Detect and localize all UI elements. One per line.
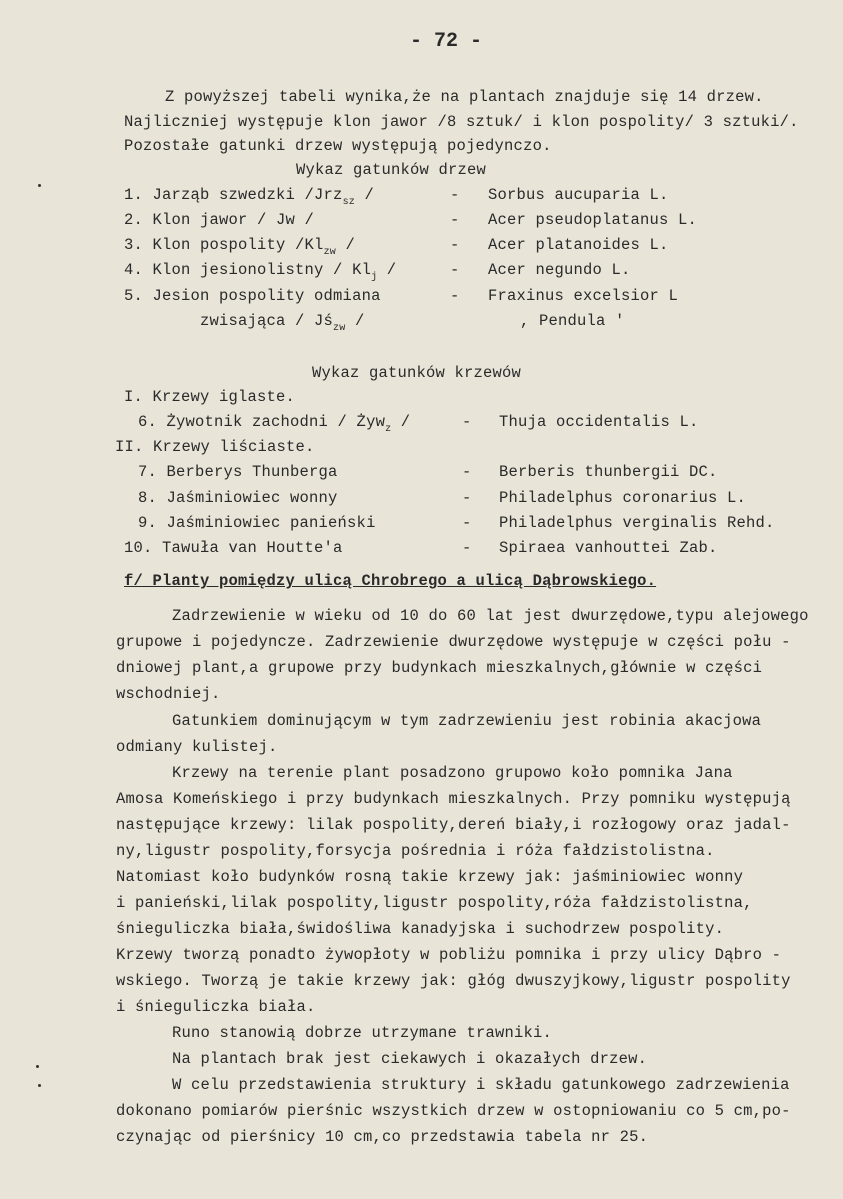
shrub-item-9: 9. Jaśminiowiec panieński [138, 514, 376, 532]
body-line: wskiego. Tworzą je takie krzewy jak: głóg dwuszyjkowy,ligustr pospolity [116, 972, 791, 990]
body-line: wschodniej. [116, 685, 221, 703]
body-line: i panieński,lilak pospolity,ligustr pospolity,róża fałdzistolistna, [116, 894, 753, 912]
body-line: Zadrzewienie w wieku od 10 do 60 lat jest dwurzędowe,typu alejowego [172, 607, 809, 625]
tree-5-latin-line2: , Pendula ' [520, 312, 625, 330]
tree-item-5-line2: zwisająca / $Jś_{zw}$ / [200, 312, 365, 334]
tree-4-dash: - [450, 261, 460, 279]
tree-item-5: 5. Jesion pospolity odmiana [124, 287, 381, 305]
section-heading: f/ Planty pomiędzy ulicą Chrobrego a ulicą Dąbrowskiego. [124, 572, 657, 590]
tree-5-dash: - [450, 287, 460, 305]
shrub-9-latin: Philadelphus verginalis Rehd. [499, 514, 775, 532]
intro-line-2: Najliczniej występuje klon jawor /8 sztuk/ i klon pospolity/ 3 sztuki/. [124, 113, 799, 131]
shrub-item-8: 8. Jaśminiowiec wonny [138, 489, 338, 507]
body-line: Runo stanowią dobrze utrzymane trawniki. [172, 1024, 553, 1042]
shrub-group-coniferous: I. Krzewy iglaste. [124, 388, 296, 406]
tree-1-latin: Sorbus aucuparia L. [488, 186, 669, 204]
body-line: grupowe i pojedyncze. Zadrzewienie dwurzędowe występuje w części połu - [116, 633, 791, 651]
page-number: - 72 - [410, 30, 483, 53]
shrub-group-deciduous: II. Krzewy liściaste. [115, 438, 315, 456]
body-line: ny,ligustr pospolity,forsycja pośrednia i róża fałdzistolistna. [116, 842, 715, 860]
body-line: odmiany kulistej. [116, 738, 278, 756]
body-line: dokonano pomiarów pierśnic wszystkich drzew w ostopniowaniu co 5 cm,po- [116, 1102, 791, 1120]
shrub-6-dash: - [462, 413, 472, 431]
shrub-8-dash: - [462, 489, 472, 507]
shrub-10-dash: - [462, 539, 472, 557]
shrub-7-latin: Berberis thunbergii DC. [499, 463, 718, 481]
tree-item-4: 4. Klon jesionolistny / $Kl_j$ / [124, 261, 397, 283]
body-line: Gatunkiem dominującym w tym zadrzewieniu jest robinia akacjowa [172, 712, 762, 730]
tree-2-latin: Acer pseudoplatanus L. [488, 211, 698, 229]
shrub-7-dash: - [462, 463, 472, 481]
trees-title: Wykaz gatunków drzew [296, 161, 487, 179]
body-line: Krzewy tworzą ponadto żywopłoty w pobliżu pomnika i przy ulicy Dąbro - [116, 946, 782, 964]
shrubs-title: Wykaz gatunków krzewów [312, 364, 522, 382]
tree-item-2: 2. Klon jawor / Jw / [124, 211, 315, 229]
tree-item-3: 3. Klon pospolity $/Kl_{zw}$ / [124, 236, 355, 258]
body-line: i śnieguliczka biała. [116, 998, 316, 1016]
body-line: Na plantach brak jest ciekawych i okazałych drzew. [172, 1050, 648, 1068]
tree-4-latin: Acer negundo L. [488, 261, 631, 279]
tree-2-dash: - [450, 211, 460, 229]
body-line: śnieguliczka biała,świdośliwa kanadyjska i suchodrzew pospolity. [116, 920, 725, 938]
tree-5-latin: Fraxinus excelsior L [488, 287, 679, 305]
body-line: następujące krzewy: lilak pospolity,dereń biały,i rozłogowy oraz jadal- [116, 816, 791, 834]
tree-1-dash: - [450, 186, 460, 204]
margin-dot [38, 1084, 41, 1087]
shrub-item-6: 6. Żywotnik zachodni / Żyw$_z$ / [138, 413, 411, 435]
margin-dot [38, 184, 41, 187]
body-line: dniowej plant,a grupowe przy budynkach mieszkalnych,głównie w części [116, 659, 763, 677]
intro-line-3: Pozostałe gatunki drzew występują pojedynczo. [124, 137, 552, 155]
intro-line-1: Z powyższej tabeli wynika,że na plantach znajduje się 14 drzew. [165, 88, 764, 106]
shrub-10-latin: Spiraea vanhouttei Zab. [499, 539, 718, 557]
body-line: czynając od pierśnicy 10 cm,co przedstawia tabela nr 25. [116, 1128, 649, 1146]
tree-3-latin: Acer platanoides L. [488, 236, 669, 254]
margin-dot [36, 1065, 39, 1068]
shrub-6-latin: Thuja occidentalis L. [499, 413, 699, 431]
shrub-item-7: 7. Berberys Thunberga [138, 463, 338, 481]
shrub-9-dash: - [462, 514, 472, 532]
shrub-8-latin: Philadelphus coronarius L. [499, 489, 747, 507]
body-line: Krzewy na terenie plant posadzono grupowo koło pomnika Jana [172, 764, 733, 782]
body-line: W celu przedstawienia struktury i składu gatunkowego zadrzewienia [172, 1076, 790, 1094]
tree-3-dash: - [450, 236, 460, 254]
body-line: Amosa Komeńskiego i przy budynkach mieszkalnych. Przy pomniku występują [116, 790, 791, 808]
tree-item-1: 1. Jarząb szwedzki /Jrz$_{sz}$ / [124, 186, 374, 208]
shrub-item-10: 10. Tawuła van Houtte'a [124, 539, 343, 557]
body-line: Natomiast koło budynków rosną takie krzewy jak: jaśminiowiec wonny [116, 868, 744, 886]
